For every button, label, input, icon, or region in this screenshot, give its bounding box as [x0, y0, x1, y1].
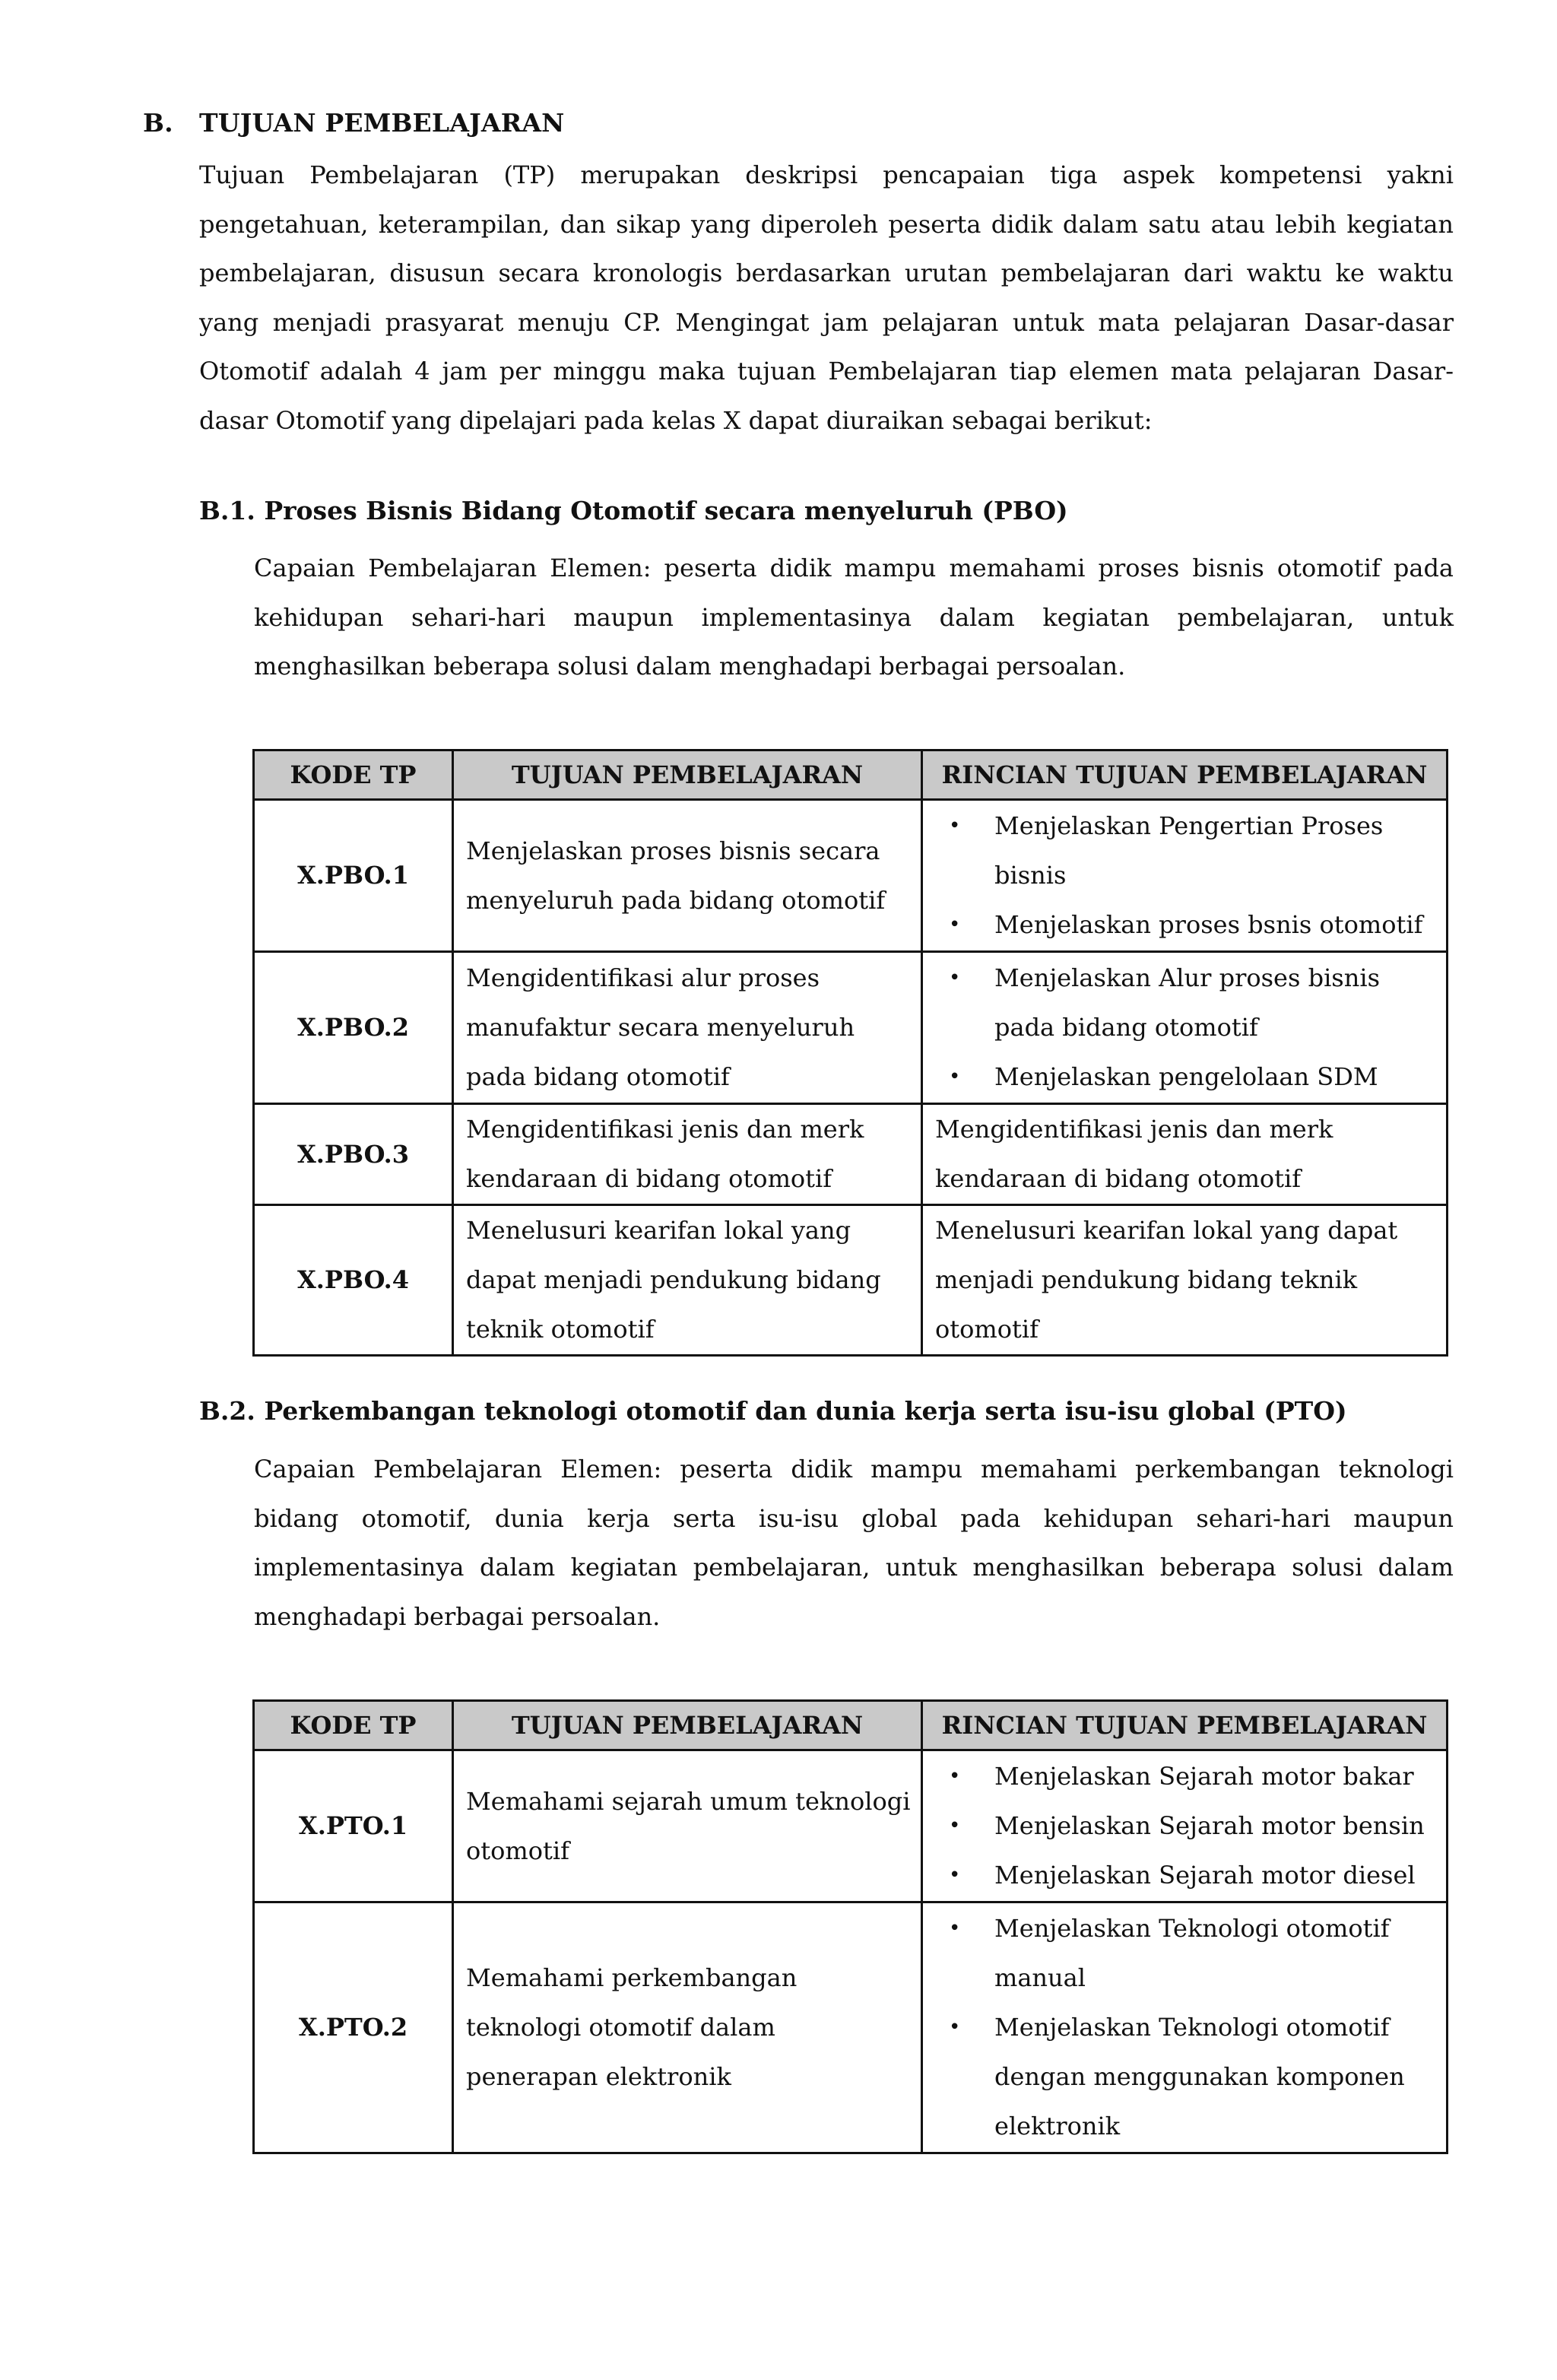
section-heading: [143, 108, 565, 138]
list-item: [923, 900, 1446, 950]
bullet-icon: •: [949, 1864, 961, 1887]
subsection-b2-heading: B.2. Perkembangan teknologi otomotif dan dunia kerja serta isu-isu global (PTO): [199, 1396, 1347, 1426]
rincian-cell: [922, 952, 1448, 1104]
rincian-item-text: Menjelaskan pengelolaan SDM: [994, 1062, 1378, 1091]
tujuan-cell: Memahami sejarah umum teknologi otomotif: [453, 1750, 922, 1902]
rincian-item-text: Menjelaskan Pengertian Proses bisnis: [994, 811, 1384, 890]
rincian-item-text: Menjelaskan Teknologi otomotif manual: [994, 1914, 1390, 1992]
rincian-item-text: Menjelaskan proses bsnis otomotif: [994, 910, 1423, 939]
tp-table-pto: [252, 1699, 1448, 2154]
table-row: [254, 1104, 1448, 1205]
rincian-list: [923, 801, 1446, 950]
intro-paragraph: Tujuan Pembelajaran (TP) merupakan deskripsi pencapaian tiga aspek kompetensi yakni pengetahuan, keterampilan, dan sikap yang diperoleh peserta didik dalam satu atau lebih kegiatan pembelajaran, disusun secara kronologis berdasarkan urutan pembelajaran dari waktu ke waktu yang menjadi prasyarat menuju CP. Mengingat jam pelajaran untuk mata pelajaran Dasar-dasar Otomotif adalah 4 jam per minggu maka tujuan Pembelajaran tiap elemen mata pelajaran Dasar-dasar Otomotif yang dipelajari pada kelas X dapat diuraikan sebagai berikut:: [199, 160, 1454, 435]
rincian-list: [923, 1752, 1446, 1900]
header-rincian: RINCIAN TUJUAN PEMBELAJARAN: [922, 750, 1448, 800]
kode-cell: X.PBO.3: [254, 1104, 453, 1205]
rincian-cell: [922, 1750, 1448, 1902]
rincian-cell: [922, 800, 1448, 952]
list-item: [923, 1801, 1446, 1851]
rincian-list: [923, 954, 1446, 1102]
bullet-icon: •: [949, 2016, 961, 2039]
rincian-cell: Mengidentifikasi jenis dan merk kendaraan di bidang otomotif: [922, 1104, 1448, 1205]
rincian-item-text: Menjelaskan Sejarah motor bensin: [994, 1811, 1425, 1840]
header-kode: KODE TP: [254, 750, 453, 800]
kode-cell: X.PBO.1: [254, 800, 453, 952]
bullet-icon: •: [949, 1065, 961, 1088]
tp-table-pbo: [252, 749, 1448, 1357]
kode-cell: X.PTO.2: [254, 1902, 453, 2153]
header-rincian: RINCIAN TUJUAN PEMBELAJARAN: [922, 1701, 1448, 1750]
rincian-item-text: Menjelaskan Teknologi otomotif dengan menggunakan komponen elektronik: [994, 2013, 1405, 2140]
bullet-icon: •: [949, 966, 961, 989]
subsection-b1-heading: B.1. Proses Bisnis Bidang Otomotif secara menyeluruh (PBO): [199, 496, 1068, 525]
bullet-icon: •: [949, 1917, 961, 1940]
rincian-item-text: Menjelaskan Sejarah motor diesel: [994, 1861, 1416, 1890]
tujuan-cell: Memahami perkembangan teknologi otomotif dalam penerapan elektronik: [453, 1902, 922, 2153]
list-item: [923, 1752, 1446, 1801]
rincian-item-text: Menjelaskan Sejarah motor bakar: [994, 1762, 1414, 1791]
rincian-cell: Menelusuri kearifan lokal yang dapat menjadi pendukung bidang teknik otomotif: [922, 1205, 1448, 1356]
kode-cell: X.PBO.4: [254, 1205, 453, 1356]
table-row: [254, 1902, 1448, 2153]
rincian-item-text: Menjelaskan Alur proses bisnis pada bidang otomotif: [994, 963, 1380, 1042]
list-item: [923, 1052, 1446, 1102]
tujuan-cell: Menjelaskan proses bisnis secara menyeluruh pada bidang otomotif: [453, 800, 922, 952]
table-header-row: [254, 750, 1448, 800]
rincian-list: [923, 1904, 1446, 2151]
tujuan-cell: Menelusuri kearifan lokal yang dapat menjadi pendukung bidang teknik otomotif: [453, 1205, 922, 1356]
kode-cell: X.PTO.1: [254, 1750, 453, 1902]
bullet-icon: •: [949, 1814, 961, 1837]
list-item: [923, 2003, 1446, 2151]
tujuan-cell: Mengidentifikasi jenis dan merk kendaraan di bidang otomotif: [453, 1104, 922, 1205]
subsection-b1-description: Capaian Pembelajaran Elemen: peserta didik mampu memahami proses bisnis otomotif pada kehidupan sehari-hari maupun implementasinya dalam kegiatan pembelajaran, untuk menghasilkan beberapa solusi dalam menghadapi berbagai persoalan.: [254, 554, 1454, 681]
rincian-cell: [922, 1902, 1448, 2153]
kode-cell: X.PBO.2: [254, 952, 453, 1104]
section-title: TUJUAN PEMBELAJARAN: [199, 108, 565, 138]
bullet-icon: •: [949, 913, 961, 936]
table-row: [254, 800, 1448, 952]
table-header-row: [254, 1701, 1448, 1750]
header-tujuan: TUJUAN PEMBELAJARAN: [453, 750, 922, 800]
list-item: [923, 1904, 1446, 2003]
list-item: [923, 954, 1446, 1052]
bullet-icon: •: [949, 814, 961, 837]
bullet-icon: •: [949, 1765, 961, 1788]
subsection-b2-description: Capaian Pembelajaran Elemen: peserta didik mampu memahami perkembangan teknologi bidang otomotif, dunia kerja serta isu-isu global pada kehidupan sehari-hari maupun implementasinya dalam kegiatan pembelajaran, untuk menghasilkan beberapa solusi dalam menghadapi berbagai persoalan.: [254, 1455, 1454, 1631]
tujuan-cell: Mengidentifikasi alur proses manufaktur secara menyeluruh pada bidang otomotif: [453, 952, 922, 1104]
table-row: [254, 952, 1448, 1104]
header-kode: KODE TP: [254, 1701, 453, 1750]
list-item: [923, 801, 1446, 900]
table-row: [254, 1750, 1448, 1902]
table-row: [254, 1205, 1448, 1356]
list-item: [923, 1851, 1446, 1900]
section-number: B.: [143, 108, 173, 138]
header-tujuan: TUJUAN PEMBELAJARAN: [453, 1701, 922, 1750]
